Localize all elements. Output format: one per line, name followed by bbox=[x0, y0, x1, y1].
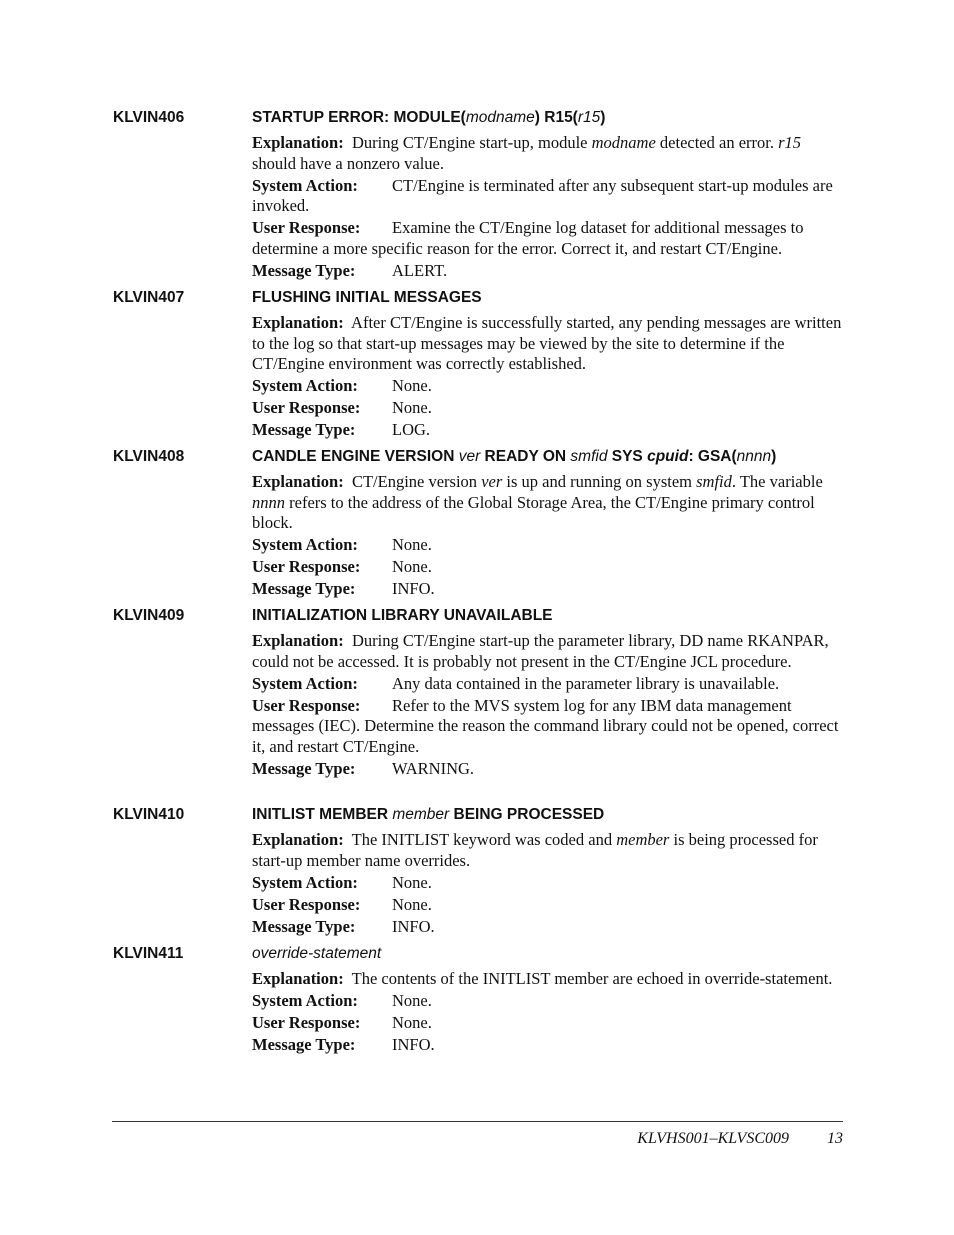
variable-text: member bbox=[616, 830, 670, 849]
variable-text: modname bbox=[591, 133, 656, 152]
user-response-value: Refer to the MVS system log for any IBM data management messages (IEC). Determine the reason the command library could not be opened, correct it, and restart CT/Engine. bbox=[252, 695, 839, 756]
message-type-label: Message Type: bbox=[252, 420, 356, 439]
explanation-label: Explanation: bbox=[252, 472, 344, 491]
explanation-label: Explanation: bbox=[252, 631, 344, 650]
user-response bbox=[252, 696, 847, 758]
system-action-label: System Action: bbox=[252, 991, 358, 1010]
system-action-value: Any data contained in the parameter library is unavailable. bbox=[392, 673, 780, 693]
text-segment: CT/Engine version bbox=[351, 472, 482, 491]
message-type-label: Message Type: bbox=[252, 916, 356, 936]
message-title bbox=[252, 289, 847, 313]
message-type bbox=[252, 917, 847, 938]
text-segment: ) bbox=[771, 448, 777, 465]
explanation-label: Explanation: bbox=[252, 313, 344, 332]
message-type-value: INFO. bbox=[392, 579, 435, 598]
text-segment: ) R15( bbox=[534, 109, 578, 126]
message-type-label: Message Type: bbox=[252, 1035, 356, 1054]
message-type-value: LOG. bbox=[392, 420, 431, 439]
variable-text: override-statement bbox=[252, 945, 382, 962]
text-segment: : GSA( bbox=[688, 448, 737, 465]
message-type bbox=[252, 579, 847, 600]
user-response-label: User Response: bbox=[252, 1013, 361, 1032]
page-number: 13 bbox=[827, 1130, 843, 1147]
user-response-label: User Response: bbox=[252, 695, 361, 715]
user-response-value: None. bbox=[392, 398, 432, 417]
text-segment: CANDLE ENGINE VERSION bbox=[252, 448, 459, 465]
system-action-label: System Action: bbox=[252, 535, 358, 554]
text-segment: SYS bbox=[607, 448, 648, 465]
explanation bbox=[252, 830, 847, 871]
user-response bbox=[252, 398, 847, 419]
user-response-label: User Response: bbox=[252, 557, 361, 576]
variable-text: r15 bbox=[778, 133, 802, 152]
footer-doc-range: KLVHS001–KLVSC009 bbox=[637, 1130, 789, 1147]
system-action bbox=[252, 176, 847, 217]
message-type-value: INFO. bbox=[392, 1035, 435, 1054]
system-action-label: System Action: bbox=[252, 673, 358, 693]
message-type bbox=[252, 420, 847, 441]
variable-text: member bbox=[392, 806, 450, 823]
text-segment: READY ON bbox=[480, 448, 571, 465]
text-segment: refers to the address of the Global Storage Area, the CT/Engine primary control block. bbox=[252, 492, 815, 532]
message-title bbox=[252, 607, 847, 631]
message-type-label: Message Type: bbox=[252, 579, 356, 598]
text-segment: is up and running on system bbox=[502, 472, 697, 491]
system-action-label: System Action: bbox=[252, 175, 358, 195]
user-response-value: None. bbox=[392, 894, 432, 914]
system-action-value: None. bbox=[392, 872, 432, 892]
explanation bbox=[252, 631, 847, 672]
text-segment: INITIALIZATION LIBRARY UNAVAILABLE bbox=[252, 607, 553, 624]
text-segment: . The variable bbox=[731, 472, 823, 491]
text-segment: FLUSHING INITIAL MESSAGES bbox=[252, 289, 482, 306]
message-id: KLVIN407 bbox=[113, 289, 185, 306]
system-action-label: System Action: bbox=[252, 376, 358, 395]
message-body bbox=[252, 289, 847, 442]
text-segment: The contents of the INITLIST member are echoed in override-statement. bbox=[351, 969, 833, 988]
message-type-value: INFO. bbox=[392, 916, 435, 936]
text-segment: During CT/Engine start-up, module bbox=[351, 133, 592, 152]
footer-rule bbox=[112, 1121, 843, 1122]
variable-text: ver bbox=[481, 472, 503, 491]
explanation bbox=[252, 969, 847, 990]
explanation bbox=[252, 133, 847, 174]
message-type bbox=[252, 261, 847, 282]
text-segment: BEING PROCESSED bbox=[449, 806, 605, 823]
system-action-value: None. bbox=[392, 376, 432, 395]
user-response-value: Examine the CT/Engine log dataset for additional messages to determine a more specific reason for the error. Correct it, and restart CT/Engine. bbox=[252, 218, 804, 258]
message-id: KLVIN411 bbox=[113, 945, 184, 962]
text-segment: ) bbox=[600, 109, 606, 126]
message-type-value: ALERT. bbox=[392, 260, 448, 280]
variable-text: modname bbox=[465, 109, 535, 126]
explanation-label: Explanation: bbox=[252, 969, 344, 988]
message-type bbox=[252, 1035, 847, 1056]
text-segment: should have a nonzero value. bbox=[252, 153, 444, 173]
system-action bbox=[252, 873, 847, 894]
message-body bbox=[252, 607, 847, 781]
text-segment: STARTUP ERROR: MODULE( bbox=[252, 109, 466, 126]
message-id: KLVIN408 bbox=[113, 448, 185, 465]
text-segment: is being processed for start-up member name overrides. bbox=[252, 830, 818, 870]
message-title bbox=[252, 109, 847, 133]
user-response bbox=[252, 895, 847, 916]
message-id: KLVIN410 bbox=[113, 806, 185, 823]
system-action bbox=[252, 376, 847, 397]
message-title bbox=[252, 448, 847, 472]
explanation bbox=[252, 313, 847, 375]
message-id: KLVIN409 bbox=[113, 607, 185, 624]
variable-text: nnnn bbox=[252, 492, 285, 512]
explanation-label: Explanation: bbox=[252, 830, 344, 849]
system-action-value: None. bbox=[392, 535, 432, 554]
message-body bbox=[252, 806, 847, 939]
message-body bbox=[252, 448, 847, 601]
message-type-label: Message Type: bbox=[252, 758, 356, 778]
message-title bbox=[252, 945, 847, 969]
user-response-label: User Response: bbox=[252, 398, 361, 417]
message-body bbox=[252, 109, 847, 283]
user-response bbox=[252, 1013, 847, 1034]
message-type bbox=[252, 759, 847, 780]
explanation bbox=[252, 472, 847, 534]
message-type-label: Message Type: bbox=[252, 260, 356, 280]
text-segment: During CT/Engine start-up the parameter library, DD name RKANPAR, could not be accessed. It is probably not present in the CT/Engine JCL procedure. bbox=[252, 631, 829, 671]
system-action-value: CT/Engine is terminated after any subsequent start-up modules are invoked. bbox=[252, 175, 833, 215]
explanation-label: Explanation: bbox=[252, 133, 344, 152]
text-segment: After CT/Engine is successfully started, any pending messages are written to the log so that start-up messages may be viewed by the site to determine if the CT/Engine environment was correctly established. bbox=[252, 313, 842, 373]
system-action bbox=[252, 535, 847, 556]
user-response-label: User Response: bbox=[252, 894, 361, 914]
user-response-value: None. bbox=[392, 1013, 432, 1032]
variable-text: nnnn bbox=[736, 448, 772, 465]
system-action-value: None. bbox=[392, 991, 432, 1010]
text-segment: INITLIST MEMBER bbox=[252, 806, 393, 823]
system-action-label: System Action: bbox=[252, 872, 358, 892]
variable-text: r15 bbox=[577, 109, 601, 126]
message-id: KLVIN406 bbox=[113, 109, 185, 126]
user-response-label: User Response: bbox=[252, 218, 361, 237]
variable-text: ver bbox=[458, 448, 481, 465]
system-action bbox=[252, 674, 847, 695]
system-action bbox=[252, 991, 847, 1012]
user-response bbox=[252, 218, 847, 259]
text-segment: The INITLIST keyword was coded and bbox=[351, 830, 617, 849]
text-segment: detected an error. bbox=[655, 133, 779, 152]
message-title bbox=[252, 806, 847, 830]
user-response-value: None. bbox=[392, 557, 432, 576]
footer bbox=[637, 1130, 843, 1148]
message-type-value: WARNING. bbox=[392, 758, 475, 778]
message-body bbox=[252, 945, 847, 1057]
user-response bbox=[252, 557, 847, 578]
variable-text: cpuid bbox=[647, 448, 689, 465]
variable-text: smfid bbox=[696, 472, 732, 491]
variable-text: smfid bbox=[570, 448, 608, 465]
